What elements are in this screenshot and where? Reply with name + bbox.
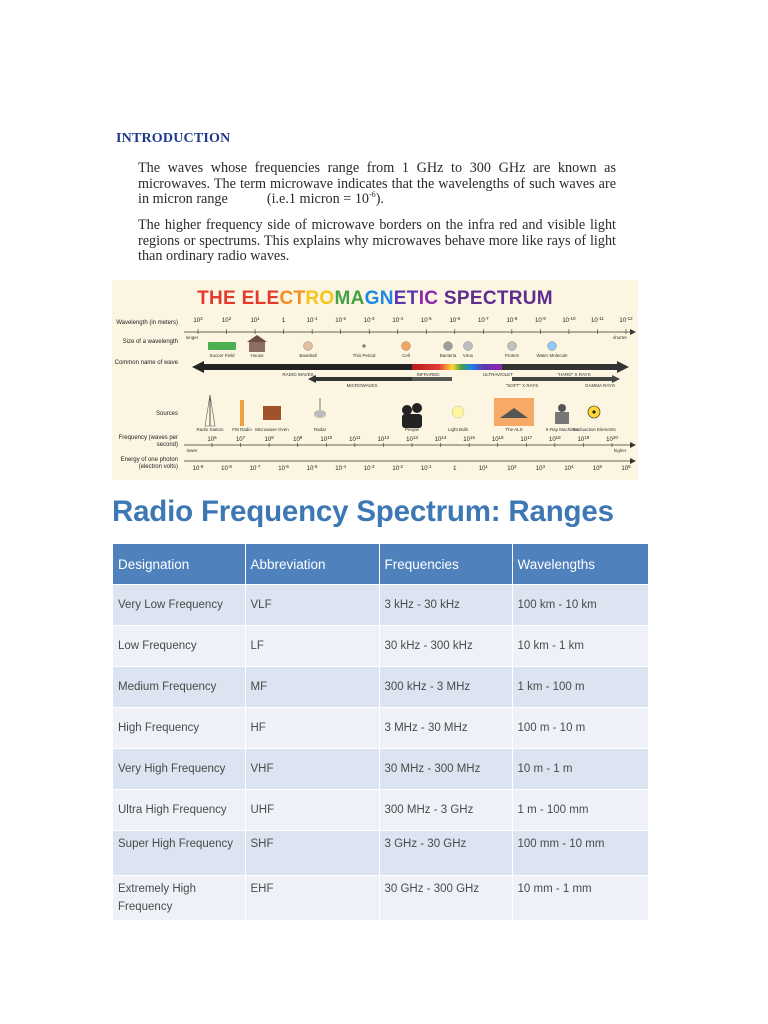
em-title-letter: C	[279, 288, 294, 309]
em-spectrum-figure	[112, 280, 638, 480]
size-object-icon	[304, 342, 313, 351]
shorter-label: shorter	[612, 335, 628, 340]
radioactive-center-icon	[592, 410, 595, 413]
visible-spectrum-bar	[412, 364, 502, 370]
size-object-icon	[363, 345, 366, 348]
source-label: Radio Station	[196, 427, 224, 432]
cell-frequencies: 30 GHz - 300 GHz	[379, 876, 512, 921]
table-row	[113, 790, 648, 831]
wavelength-tick-label: $10^{-7}$	[477, 316, 489, 324]
table-row	[113, 749, 648, 790]
energy-tick-label: $10^6$	[621, 464, 631, 472]
cell-frequencies: 30 MHz - 300 MHz	[379, 749, 512, 790]
energy-tick-label: $10^1$	[478, 464, 488, 472]
cell-abbreviation: LF	[245, 626, 379, 667]
cell-wavelengths: 10 km - 1 km	[512, 626, 648, 667]
p1-end: ).	[375, 191, 384, 207]
em-title-word: THE	[197, 288, 236, 309]
frequency-tick-label: $10^{11}$	[349, 435, 361, 443]
wavelength-tick-label: $10^1$	[250, 316, 260, 324]
frequency-tick-label: $10^7$	[235, 435, 246, 443]
size-object-label: Soccer Field	[209, 353, 235, 358]
energy-tick-label: $10^{-1}$	[420, 464, 432, 472]
fm-radio-icon	[240, 400, 244, 426]
em-title-letter: L	[254, 288, 267, 309]
rf-ranges-table	[113, 544, 648, 920]
col-wavelengths: Wavelengths	[512, 544, 648, 585]
wavelength-tick-label: $10^{-10}$	[562, 316, 576, 324]
p1-tail: (i.e.1 micron = 10	[266, 191, 370, 207]
frequency-tick-label: $10^{15}$	[463, 435, 475, 443]
wavelength-tick-label: $10^2$	[221, 316, 232, 324]
cell-frequencies: 30 kHz - 300 kHz	[379, 626, 512, 667]
frequency-tick-label: $10^{14}$	[434, 435, 447, 443]
table-header-row	[113, 544, 648, 585]
wavelength-tick-label: $10^{-8}$	[506, 316, 518, 324]
em-title-letter: N	[379, 288, 394, 309]
radar-dish-icon	[314, 410, 326, 418]
cell-abbreviation: VHF	[245, 749, 379, 790]
frequency-axis-arrow	[630, 442, 636, 448]
energy-axis-arrow	[630, 458, 636, 464]
cell-wavelengths: 100 km - 10 km	[512, 585, 648, 626]
cell-designation: Low Frequency	[113, 626, 245, 667]
table-row	[113, 626, 648, 667]
row-label-common: Common name of wave	[114, 360, 178, 366]
cell-designation: Medium Frequency	[113, 667, 245, 708]
em-title-letter: E	[266, 288, 280, 309]
frequency-tick-label: $10^{20}$	[606, 435, 618, 443]
em-title-letter: I	[418, 288, 425, 309]
person-icon	[402, 405, 412, 415]
source-label: Microwave Oven	[255, 427, 289, 432]
source-label: X-Ray Machines	[545, 427, 579, 432]
cell-designation: Extremely High Frequency	[113, 876, 245, 921]
cell-abbreviation: MF	[245, 667, 379, 708]
frequency-tick-label: $10^{16}$	[491, 435, 504, 443]
energy-tick-label: $10^5$	[592, 464, 603, 472]
wavelength-tick-label: $10^{-9}$	[535, 316, 546, 324]
cell-wavelengths: 100 mm - 10 mm	[512, 831, 648, 876]
xray-machine-base-icon	[555, 412, 569, 424]
energy-tick-label: 1	[453, 466, 457, 472]
band-label: ULTRAVIOLET	[482, 372, 514, 377]
size-object-label: Virus	[462, 353, 474, 358]
wavelength-tick-label: $10^{-4}$	[392, 316, 404, 324]
band-label: MICROWAVES	[346, 383, 378, 388]
size-object-icon	[464, 342, 473, 351]
energy-tick-label: $10^2$	[507, 464, 517, 472]
house-roof-icon	[247, 335, 267, 342]
em-title-letter: C	[424, 288, 439, 309]
cell-abbreviation: UHF	[245, 790, 379, 831]
wavelength-tick-label: $10^{-6}$	[449, 316, 461, 324]
energy-tick-label: $10^{-3}$	[363, 464, 375, 472]
band-label: GAMMA RAYS	[585, 383, 615, 388]
col-abbreviation: Abbreviation	[245, 544, 379, 585]
cell-frequencies: 3 kHz - 30 kHz	[379, 585, 512, 626]
cell-abbreviation: SHF	[245, 831, 379, 876]
em-title-letter: T	[293, 288, 306, 309]
cell-wavelengths: 100 m - 10 m	[512, 708, 648, 749]
size-object-label: Protein	[504, 353, 520, 358]
higher-label: higher	[613, 448, 627, 453]
intro-paragraph-1	[138, 161, 616, 208]
wavelength-tick-label: $10^{-2}$	[335, 316, 347, 324]
table-row	[113, 667, 648, 708]
energy-tick-label: $10^3$	[535, 464, 545, 472]
people-body-icon	[402, 414, 422, 428]
microwaves-arrow	[308, 375, 412, 383]
size-object-icon	[402, 342, 411, 351]
p1-main: The waves whose frequencies range from 1 GHz to 300 GHz are known as microwaves. The term microwave indicates that the wavelengths of such waves are in micron range	[138, 160, 616, 207]
frequency-tick-label: $10^9$	[293, 435, 303, 443]
wavelength-tick-label: $10^{-12}$	[619, 316, 633, 324]
em-title-letter: T	[406, 288, 419, 309]
cell-designation: Ultra High Frequency	[113, 790, 245, 831]
table-row	[113, 876, 648, 921]
cell-frequencies: 300 kHz - 3 MHz	[379, 667, 512, 708]
energy-tick-label: $10^{-8}$	[221, 464, 232, 472]
soccer-field-icon	[208, 342, 236, 350]
rf-heading: Radio Frequency Spectrum: Ranges	[112, 495, 614, 528]
energy-tick-label: $10^{-2}$	[392, 464, 404, 472]
cell-wavelengths: 10 m - 1 m	[512, 749, 648, 790]
cell-abbreviation: VLF	[245, 585, 379, 626]
em-title-letter: O	[319, 288, 335, 309]
em-title-letter: E	[393, 288, 407, 309]
row-label-energy: Energy of one photon (electron volts)	[120, 457, 178, 470]
energy-tick-label: $10^{-5}$	[306, 464, 318, 472]
cell-frequencies: 3 MHz - 30 MHz	[379, 708, 512, 749]
em-title-letter: M	[334, 288, 351, 309]
frequency-tick-label: $10^6$	[207, 435, 217, 443]
source-label: Radioactive Elements	[572, 427, 616, 432]
wavelength-tick-label: 1	[281, 318, 286, 324]
lower-label: lower	[186, 448, 198, 453]
frequency-tick-label: $10^8$	[264, 435, 274, 443]
cell-designation: Super High Frequency	[113, 831, 245, 876]
energy-tick-label: $10^{-6}$	[278, 464, 289, 472]
band-label: RADIO WAVES	[282, 372, 314, 377]
cell-wavelengths: 1 km - 100 m	[512, 667, 648, 708]
size-object-label: Water Molecule	[536, 353, 568, 358]
energy-tick-label: $10^{-7}$	[249, 464, 261, 472]
light-bulb-icon	[452, 406, 464, 418]
microwave-oven-icon	[263, 406, 281, 420]
p1-exponent: -6	[369, 190, 376, 199]
row-label-sources: Sources	[155, 411, 178, 417]
wavelength-tick-label: $10^{-5}$	[420, 316, 432, 324]
col-frequencies: Frequencies	[379, 544, 512, 585]
em-title-letter: R	[305, 288, 320, 309]
table-row	[113, 831, 648, 876]
table-row	[113, 708, 648, 749]
intro-heading: INTRODUCTION	[116, 131, 231, 146]
size-object-label: Cell	[402, 353, 410, 358]
energy-tick-label: $10^4$	[564, 464, 574, 472]
frequency-tick-label: $10^{18}$	[548, 435, 561, 443]
size-object-icon	[508, 342, 517, 351]
cell-designation: High Frequency	[113, 708, 245, 749]
source-label: Light Bulb	[447, 427, 469, 432]
source-label: Radar	[313, 427, 327, 432]
frequency-tick-label: $10^{10}$	[320, 435, 333, 443]
size-object-label: Baseball	[299, 353, 317, 358]
energy-tick-label: $10^{-4}$	[335, 464, 347, 472]
row-label-size: Size of a wavelength	[122, 339, 178, 345]
energy-tick-label: $10^{-9}$	[192, 464, 204, 472]
wavelength-tick-label: $10^{-11}$	[591, 316, 604, 324]
em-title-letter: A	[350, 288, 365, 309]
source-label: The ALS	[505, 427, 523, 432]
size-object-label: Bacteria	[439, 353, 457, 358]
size-object-label: House	[250, 353, 264, 358]
cell-designation: Very High Frequency	[113, 749, 245, 790]
wavelength-axis-arrow	[630, 329, 636, 335]
em-title-letter: G	[364, 288, 380, 309]
row-label-frequency: Frequency (waves per second)	[118, 435, 178, 448]
table-row	[113, 585, 648, 626]
frequency-tick-label: $10^{13}$	[406, 435, 418, 443]
cell-frequencies: 300 MHz - 3 GHz	[379, 790, 512, 831]
frequency-tick-label: $10^{12}$	[377, 435, 390, 443]
person-icon	[412, 403, 422, 413]
microwaves-bar-end	[412, 377, 452, 381]
frequency-tick-label: $10^{17}$	[520, 435, 533, 443]
size-object-icon	[548, 342, 557, 351]
xray-machine-icon	[558, 404, 566, 412]
em-title-word: SPECTRUM	[443, 288, 553, 309]
cell-frequencies: 3 GHz - 30 GHz	[379, 831, 512, 876]
wavelength-tick-label: $10^{-1}$	[306, 316, 318, 324]
longer-label: longer	[185, 335, 199, 340]
cell-abbreviation: HF	[245, 708, 379, 749]
band-label: INFRARED	[416, 372, 440, 377]
cell-wavelengths: 1 m - 100 mm	[512, 790, 648, 831]
cell-abbreviation: EHF	[245, 876, 379, 921]
col-designation: Designation	[113, 544, 245, 585]
size-object-icon	[444, 342, 453, 351]
source-label: FM Radio	[232, 427, 252, 432]
intro-paragraph-2: The higher frequency side of microwave borders on the infra red and visible light regions or spectrums. This explains why microwaves behave more like rays of light than ordinary radio waves.	[138, 217, 616, 264]
frequency-tick-label: $10^{19}$	[577, 435, 590, 443]
em-title-letter: E	[241, 288, 255, 309]
band-label: "HARD" X RAYS	[557, 372, 591, 377]
band-label: "SOFT" X RAYS	[505, 383, 539, 388]
wavelength-tick-label: $10^{-3}$	[363, 316, 375, 324]
cell-designation: Very Low Frequency	[113, 585, 245, 626]
cell-wavelengths: 10 mm - 1 mm	[512, 876, 648, 921]
source-label: People	[404, 427, 420, 432]
size-object-label: This Period	[352, 353, 376, 358]
house-icon	[249, 342, 265, 352]
wavelength-tick-label: $10^3$	[193, 316, 203, 324]
row-label-wavelength: Wavelength (in meters)	[116, 320, 178, 326]
